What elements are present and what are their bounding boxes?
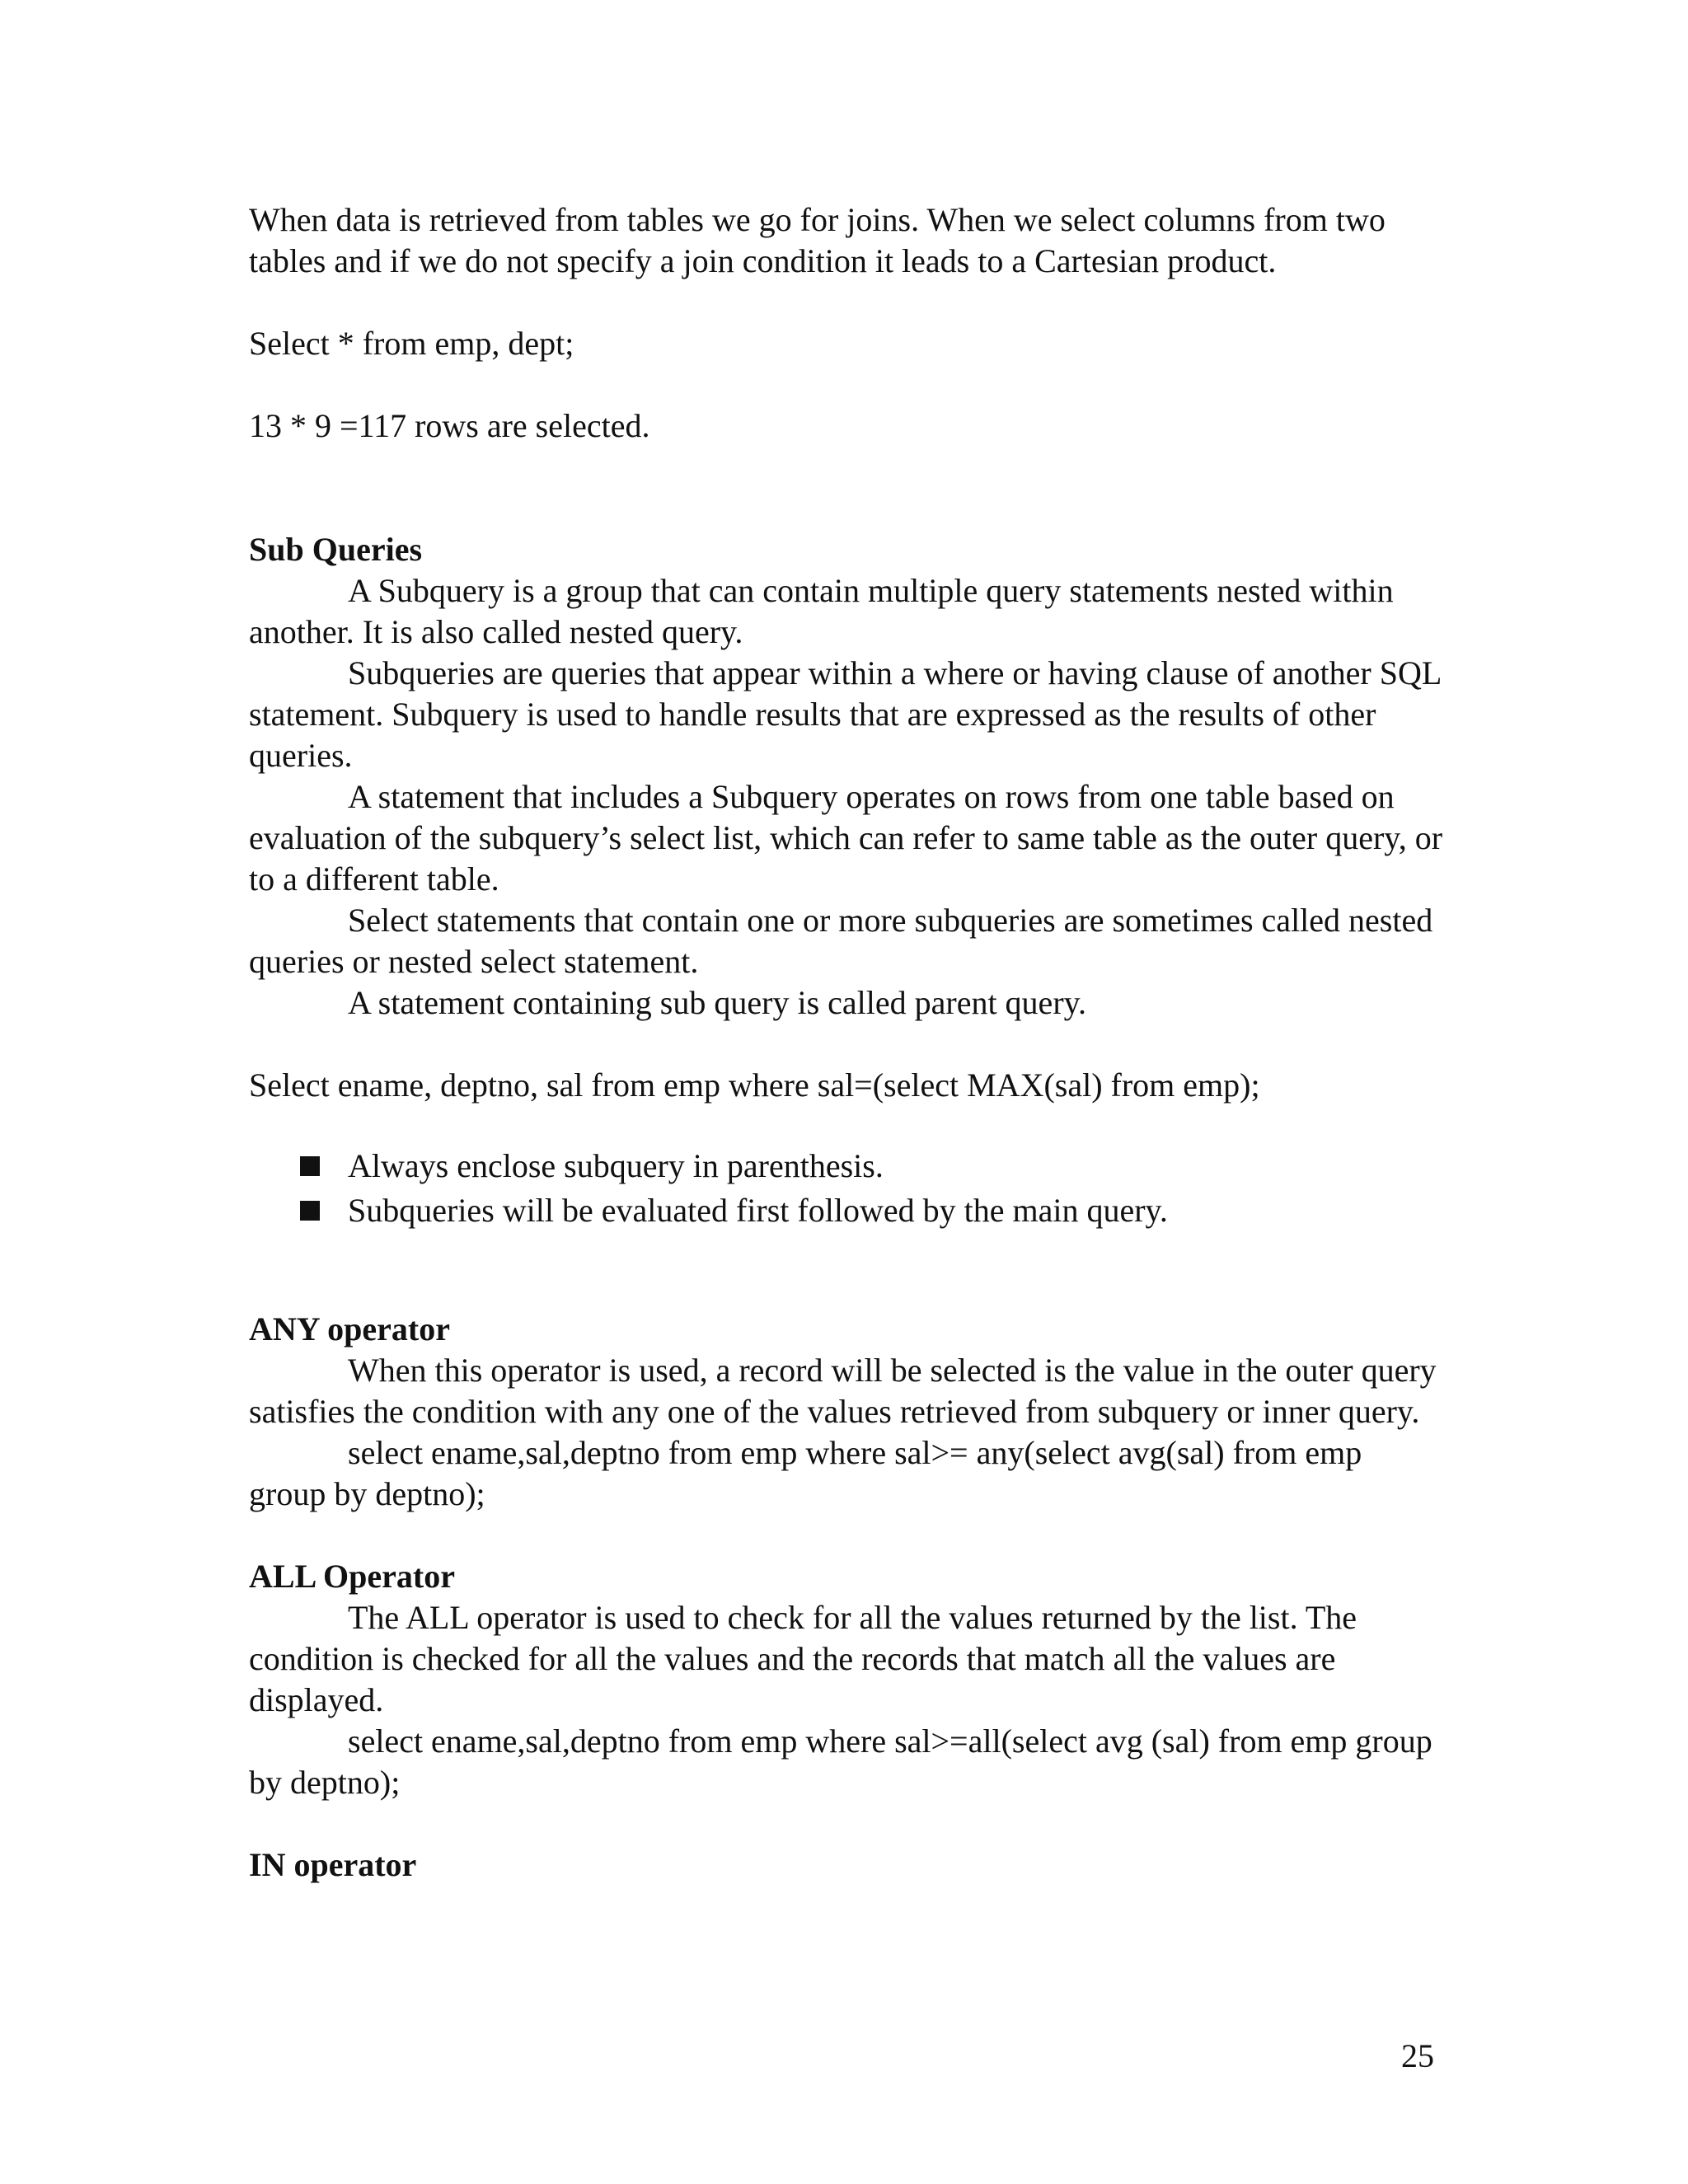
square-bullet-icon <box>300 1156 320 1176</box>
subqueries-example-query: Select ename, deptno, sal from emp where sal=(select MAX(sal) from emp); <box>249 1066 1260 1104</box>
all-operator-example: select ename,sal,deptno from emp where sal>=all(select avg (sal) from emp group by deptno); <box>249 1722 1432 1801</box>
all-operator-heading: ALL Operator <box>249 1558 455 1595</box>
subqueries-paragraph-4: Select statements that contain one or more subqueries are sometimes called nested queries or nested select statement. <box>249 902 1433 980</box>
page-content <box>249 199 1444 1886</box>
all-operator-paragraph: The ALL operator is used to check for all the values returned by the list. The condition is checked for all the values and the records that match all the values are displayed. <box>249 1599 1357 1718</box>
any-operator-heading: ANY operator <box>249 1310 451 1347</box>
intro-paragraph: When data is retrieved from tables we go for joins. When we select columns from two tables and if we do not specify a join condition it leads to a Cartesian product. <box>249 201 1386 279</box>
bullet-text: Always enclose subquery in parenthesis. <box>348 1147 884 1184</box>
subqueries-paragraph-3: A statement that includes a Subquery operates on rows from one table based on evaluation of the subquery’s select list, which can refer to same table as the outer query, or to a different table. <box>249 778 1443 898</box>
square-bullet-icon <box>300 1201 320 1221</box>
subqueries-paragraph-2: Subqueries are queries that appear within a where or having clause of another SQL statement. Subquery is used to handle results that are expressed as the results of other queries. <box>249 654 1441 774</box>
subqueries-paragraph-5: A statement containing sub query is called parent query. <box>348 984 1087 1021</box>
in-operator-heading: IN operator <box>249 1846 417 1883</box>
subqueries-bullet-list <box>249 1144 1444 1233</box>
list-item <box>300 1144 1444 1188</box>
any-operator-paragraph: When this operator is used, a record will be selected is the value in the outer query satisfies the condition with any one of the values retrieved from subquery or inner query. <box>249 1352 1437 1430</box>
cartesian-result: 13 * 9 =117 rows are selected. <box>249 407 650 444</box>
subqueries-paragraph-1: A Subquery is a group that can contain multiple query statements nested within another. It is also called nested query. <box>249 572 1394 650</box>
subqueries-heading: Sub Queries <box>249 531 423 568</box>
list-item <box>300 1188 1444 1233</box>
bullet-text: Subqueries will be evaluated first followed by the main query. <box>348 1192 1168 1229</box>
any-operator-example: select ename,sal,deptno from emp where sal>= any(select avg(sal) from emp group by deptno); <box>249 1434 1362 1512</box>
cartesian-query: Select * from emp, dept; <box>249 325 574 362</box>
page-number: 25 <box>1401 2037 1434 2074</box>
